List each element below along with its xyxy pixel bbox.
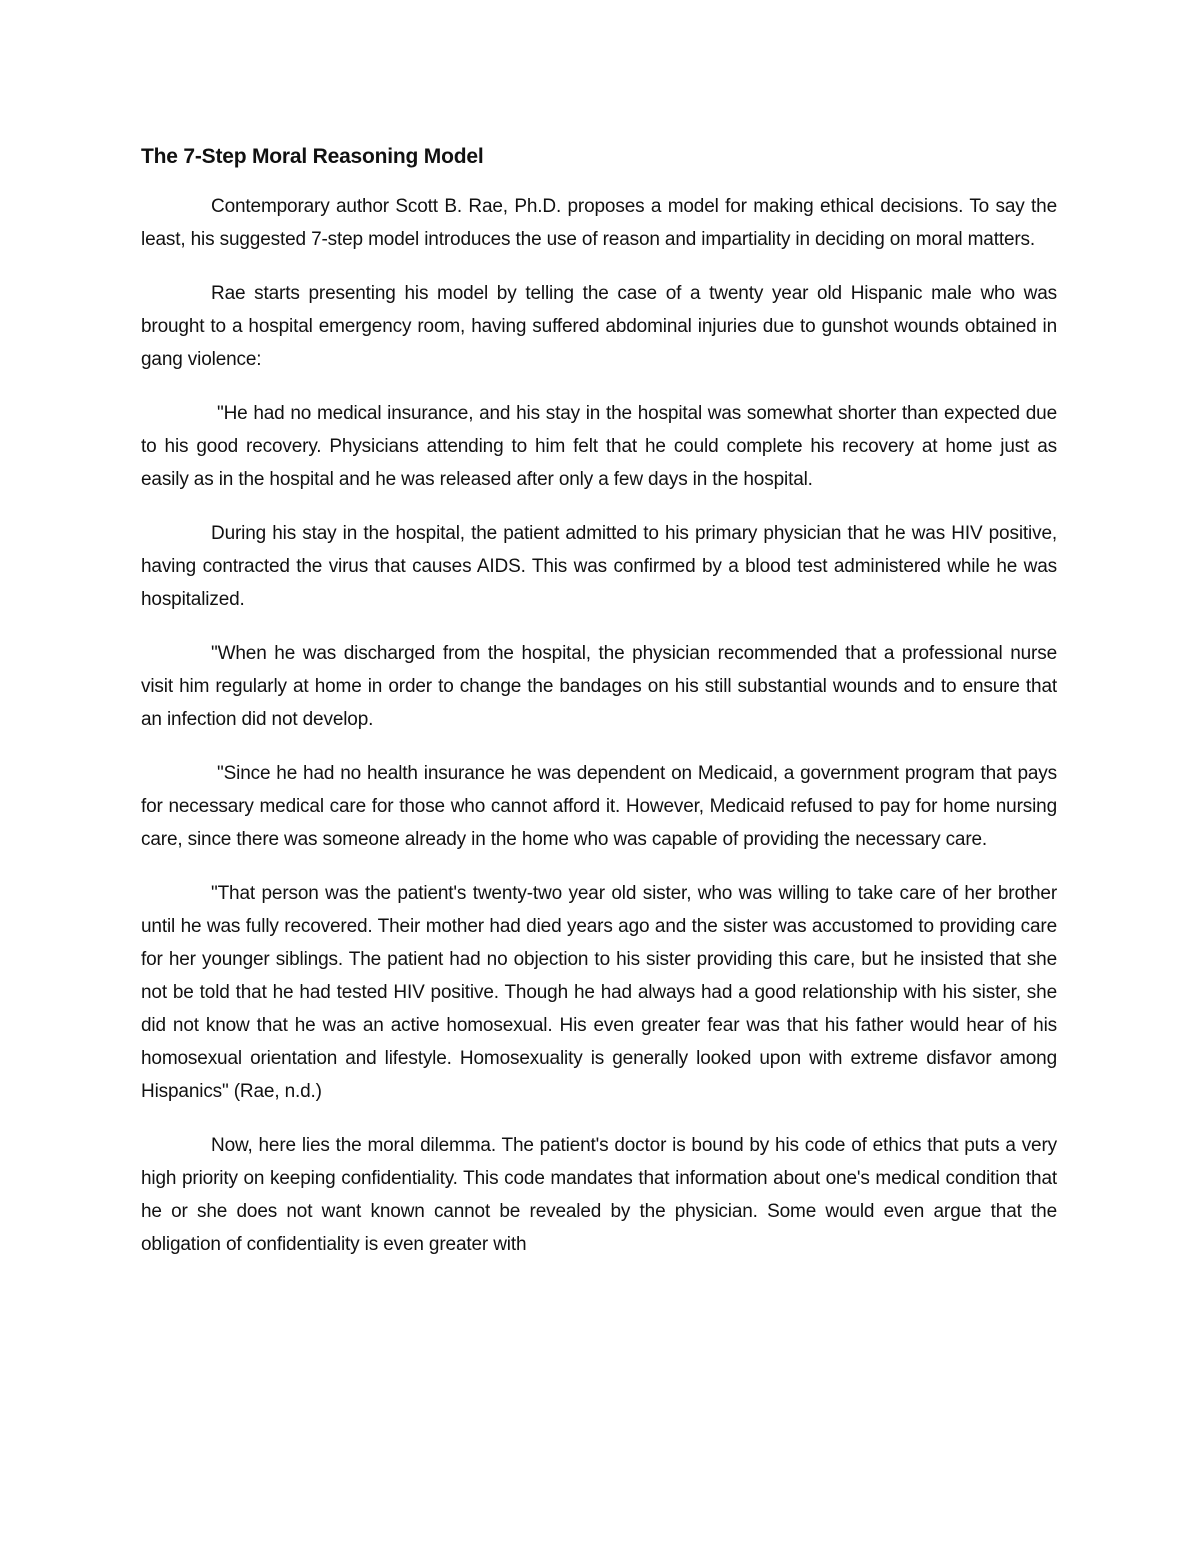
paragraph-quote-insurance: "He had no medical insurance, and his stay in the hospital was somewhat shorter than expected due to his good recovery. Physicians attending to him felt that he could complete his recovery at home just as easily as in the hospital and he was released after only a few days in the hospital. — [141, 403, 1057, 490]
paragraph-case-intro: Rae starts presenting his model by telling the case of a twenty year old Hispanic male who was brought to a hospital emergency room, having suffered abdominal injuries due to gunshot wounds obtained in gang violence: — [141, 283, 1057, 370]
paragraph-quote-discharge: "When he was discharged from the hospital, the physician recommended that a professional nurse visit him regularly at home in order to change the bandages on his still substantial wounds and to ensure that an infection did not develop. — [141, 643, 1057, 730]
document-page — [141, 140, 1057, 1261]
paragraph-quote-medicaid: "Since he had no health insurance he was dependent on Medicaid, a government program that pays for necessary medical care for those who cannot afford it. However, Medicaid refused to pay for home nursing care, since there was someone already in the home who was capable of providing the necessary care. — [141, 763, 1057, 850]
paragraph-quote-sister: "That person was the patient's twenty-two year old sister, who was willing to take care of her brother until he was fully recovered. Their mother had died years ago and the sister was accustomed to providing care for her younger siblings. The patient had no objection to his sister providing this care, but he insisted that she not be told that he had tested HIV positive. Though he had always had a good relationship with his sister, she did not know that he was an active homosexual. His even greater fear was that his father would hear of his homosexual orientation and lifestyle. Homosexuality is generally looked upon with extreme disfavor among Hispanics" (Rae, n.d.) — [141, 883, 1057, 1102]
document-title: The 7-Step Moral Reasoning Model — [141, 145, 484, 168]
paragraph-hiv-status: During his stay in the hospital, the patient admitted to his primary physician that he was HIV positive, having contracted the virus that causes AIDS. This was confirmed by a blood test administered while he was hospitalized. — [141, 523, 1057, 610]
paragraph-intro: Contemporary author Scott B. Rae, Ph.D. proposes a model for making ethical decisions. To say the least, his suggested 7-step model introduces the use of reason and impartiality in deciding on moral matters. — [141, 196, 1057, 250]
paragraph-moral-dilemma: Now, here lies the moral dilemma. The patient's doctor is bound by his code of ethics that puts a very high priority on keeping confidentiality. This code mandates that information about one's medical condition that he or she does not want known cannot be revealed by the physician. Some would even argue that the obligation of confidentiality is even greater with — [141, 1135, 1057, 1255]
